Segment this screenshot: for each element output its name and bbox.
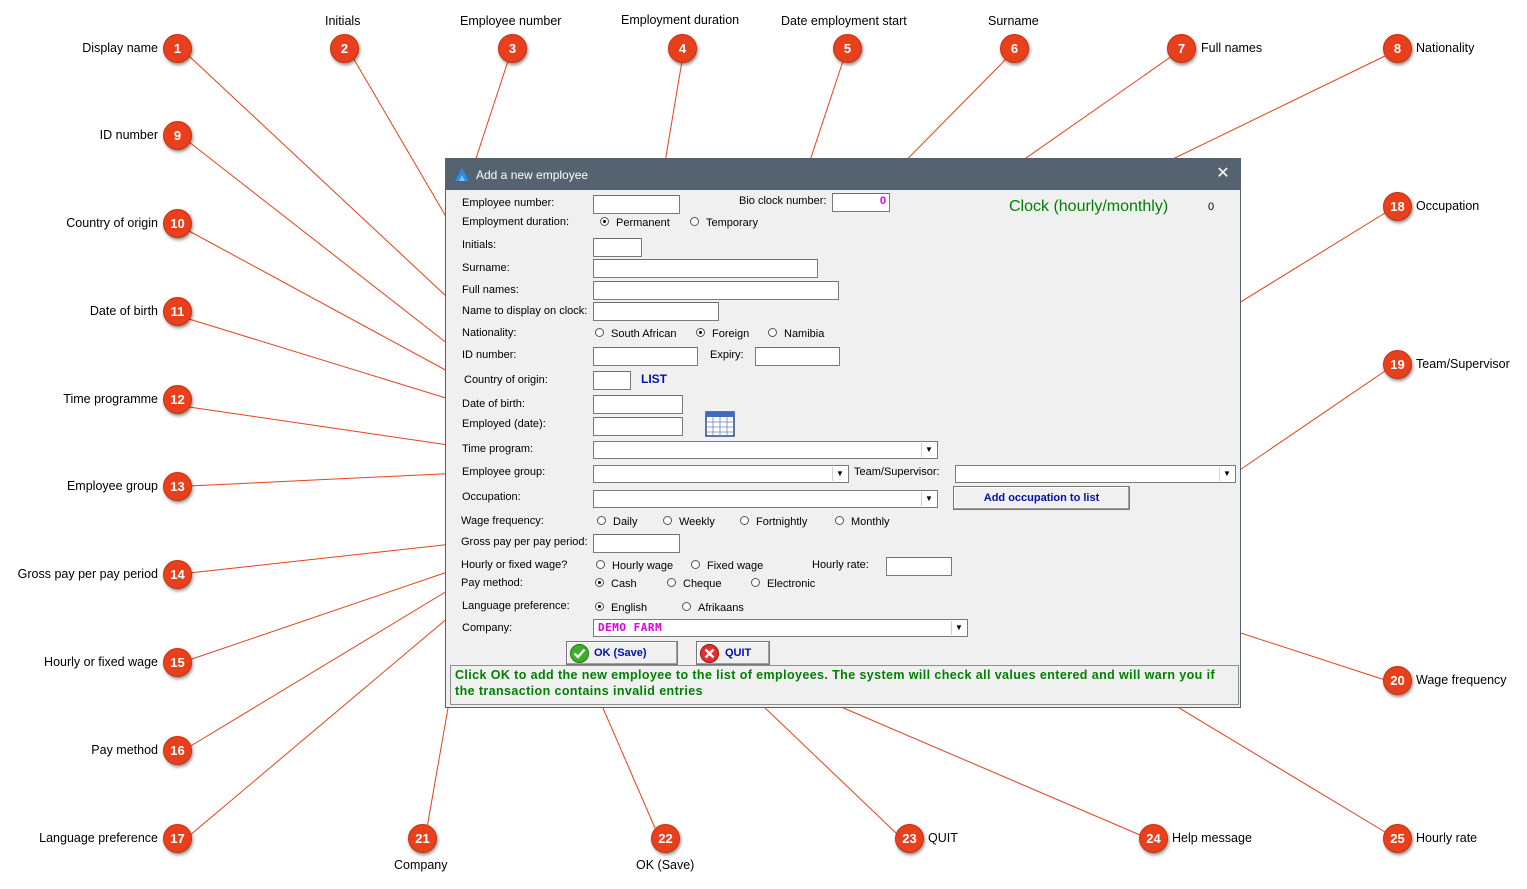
cash-radio[interactable]	[595, 578, 604, 587]
fortnightly-radio[interactable]	[740, 516, 749, 525]
surname-input[interactable]	[593, 259, 818, 278]
callout-label-employee-group: Employee group	[66, 479, 158, 493]
foreign-radio-label: Foreign	[712, 328, 750, 340]
callout-badge-17: 17	[163, 824, 192, 853]
daily-radio[interactable]	[597, 516, 606, 525]
employee-group-dropdown[interactable]	[593, 465, 849, 483]
initials-label: Initials:	[462, 239, 497, 251]
id-number-label: ID number:	[462, 349, 517, 361]
south-african-radio-label: South African	[611, 328, 677, 340]
daily-radio-label: Daily	[613, 516, 638, 528]
callout-badge-16: 16	[163, 736, 192, 765]
weekly-radio[interactable]	[663, 516, 672, 525]
wage-frequency-label: Wage frequency:	[461, 515, 544, 527]
callout-label-surname: Surname	[988, 14, 1039, 28]
callout-badge-5: 5	[833, 34, 862, 63]
callout-label-occupation: Occupation	[1416, 199, 1480, 213]
callout-label-time-programme: Time programme	[63, 392, 158, 406]
permanent-radio-label: Permanent	[616, 217, 670, 229]
callout-badge-12: 12	[163, 385, 192, 414]
expiry-label: Expiry:	[710, 349, 744, 361]
country-list-link[interactable]: LIST	[641, 372, 667, 386]
callout-label-date-of-birth: Date of birth	[89, 304, 158, 318]
date-of-birth-input[interactable]	[593, 395, 683, 414]
callout-label-hourly-rate: Hourly rate	[1416, 831, 1478, 845]
language-preference-label: Language preference:	[462, 600, 570, 612]
cheque-radio[interactable]	[667, 578, 676, 587]
callout-badge-23: 23	[895, 824, 924, 853]
callout-label-country-of-origin: Country of origin	[66, 216, 158, 230]
callout-badge-2: 2	[330, 34, 359, 63]
clock-value: 0	[1208, 201, 1215, 213]
chevron-down-icon[interactable]: ▼	[1219, 467, 1234, 481]
hourly-wage-radio[interactable]	[596, 560, 605, 569]
chevron-down-icon[interactable]: ▼	[921, 443, 936, 457]
team-supervisor-label: Team/Supervisor:	[854, 466, 940, 478]
time-program-dropdown[interactable]	[593, 441, 938, 459]
callout-badge-13: 13	[163, 472, 192, 501]
quit-button[interactable]	[696, 641, 770, 665]
app-logo-icon	[455, 168, 469, 181]
callout-badge-1: 1	[163, 34, 192, 63]
callout-badge-7: 7	[1167, 34, 1196, 63]
cancel-x-icon	[700, 644, 719, 663]
add-employee-dialog	[445, 158, 1241, 708]
callout-badge-6: 6	[1000, 34, 1029, 63]
english-radio-label: English	[611, 602, 648, 614]
title-bar[interactable]	[446, 159, 1240, 190]
full-names-input[interactable]	[593, 281, 839, 300]
callout-label-pay-method: Pay method	[91, 743, 158, 757]
full-names-label: Full names:	[462, 284, 519, 296]
display-name-input[interactable]	[593, 302, 719, 321]
callout-badge-8: 8	[1383, 34, 1412, 63]
expiry-input[interactable]	[755, 347, 840, 366]
calendar-icon[interactable]	[705, 411, 735, 437]
permanent-radio[interactable]	[600, 217, 609, 226]
callout-badge-10: 10	[163, 209, 192, 238]
callout-label-nationality: Nationality	[1416, 41, 1475, 55]
hourly-rate-input[interactable]	[886, 557, 952, 576]
country-of-origin-label: Country of origin:	[464, 374, 548, 386]
company-dropdown[interactable]	[593, 619, 968, 637]
callout-label-quit: QUIT	[928, 831, 958, 845]
callout-label-employment-duration: Employment duration	[621, 13, 740, 27]
bio-clock-input[interactable]: 0	[832, 193, 890, 212]
monthly-radio-label: Monthly	[851, 516, 890, 528]
employment-duration-label: Employment duration:	[462, 216, 569, 228]
callout-badge-4: 4	[668, 34, 697, 63]
callout-label-gross-pay: Gross pay per pay period	[17, 567, 158, 581]
fortnightly-radio-label: Fortnightly	[756, 516, 808, 528]
checkmark-icon	[570, 644, 589, 663]
close-icon[interactable]: ✕	[1216, 165, 1230, 182]
help-message: Click OK to add the new employee to the list of employees. The system will check all values entered and will warn you if the transaction contains invalid entries	[450, 665, 1239, 705]
south-african-radio[interactable]	[595, 328, 604, 337]
employed-date-label: Employed (date):	[462, 418, 546, 430]
chevron-down-icon[interactable]: ▼	[921, 492, 936, 506]
bio-clock-label: Bio clock number:	[739, 195, 827, 207]
company-label: Company:	[462, 622, 513, 634]
callout-badge-24: 24	[1139, 824, 1168, 853]
chevron-down-icon[interactable]: ▼	[951, 621, 966, 635]
callout-badge-20: 20	[1383, 666, 1412, 695]
weekly-radio-label: Weekly	[679, 516, 715, 528]
time-program-label: Time program:	[462, 443, 534, 455]
add-occupation-button[interactable]: Add occupation to list	[953, 486, 1130, 510]
english-radio[interactable]	[595, 602, 604, 611]
gross-pay-label: Gross pay per pay period:	[461, 536, 588, 548]
surname-label: Surname:	[462, 262, 510, 274]
callout-badge-22: 22	[651, 824, 680, 853]
window-title: Add a new employee	[476, 168, 589, 182]
chevron-down-icon[interactable]: ▼	[832, 467, 847, 481]
callout-label-hourly-or-fixed: Hourly or fixed wage	[44, 655, 158, 669]
callout-badge-25: 25	[1383, 824, 1412, 853]
display-name-label: Name to display on clock:	[462, 305, 588, 317]
employee-group-label: Employee group:	[462, 466, 546, 478]
foreign-radio[interactable]	[696, 328, 705, 337]
company-value: DEMO FARM	[598, 621, 663, 634]
hourly-rate-label: Hourly rate:	[812, 559, 869, 571]
country-of-origin-input[interactable]	[593, 371, 631, 390]
callout-badge-3: 3	[498, 34, 527, 63]
callout-badge-15: 15	[163, 648, 192, 677]
cash-radio-label: Cash	[611, 578, 637, 590]
temporary-radio-label: Temporary	[706, 217, 758, 229]
callout-label-employee-number: Employee number	[460, 14, 562, 28]
employee-number-input[interactable]	[593, 195, 680, 214]
callout-label-help-message: Help message	[1172, 831, 1252, 845]
callout-label-ok-save: OK (Save)	[636, 858, 695, 872]
fixed-wage-radio-label: Fixed wage	[707, 560, 764, 572]
callout-badge-9: 9	[163, 121, 192, 150]
occupation-label: Occupation:	[462, 491, 521, 503]
callout-label-team-supervisor: Team/Supervisor	[1416, 357, 1510, 371]
clock-heading: Clock (hourly/monthly)	[1009, 198, 1169, 215]
namibia-radio[interactable]	[768, 328, 777, 337]
callout-label-id-number: ID number	[99, 128, 158, 142]
date-of-birth-label: Date of birth:	[462, 398, 525, 410]
initials-input[interactable]	[593, 238, 642, 257]
quit-label: QUIT	[725, 647, 752, 659]
callout-label-language-preference: Language preference	[39, 831, 158, 845]
callout-label-wage-frequency: Wage frequency	[1416, 673, 1507, 687]
callout-label-company: Company	[394, 858, 448, 872]
callout-label-date-employment-start: Date employment start	[781, 14, 907, 28]
employed-date-input[interactable]	[593, 417, 683, 436]
temporary-radio[interactable]	[690, 217, 699, 226]
callout-badge-19: 19	[1383, 350, 1412, 379]
fixed-wage-radio[interactable]	[691, 560, 700, 569]
callout-label-initials: Initials	[325, 14, 361, 28]
namibia-radio-label: Namibia	[784, 328, 825, 340]
electronic-radio-label: Electronic	[767, 578, 816, 590]
team-supervisor-dropdown[interactable]	[955, 465, 1236, 483]
electronic-radio[interactable]	[751, 578, 760, 587]
employee-number-label: Employee number:	[462, 197, 555, 209]
hourly-or-fixed-label: Hourly or fixed wage?	[461, 559, 568, 571]
callout-badge-18: 18	[1383, 192, 1412, 221]
pay-method-label: Pay method:	[461, 577, 523, 589]
callout-label-full-names: Full names	[1201, 41, 1263, 55]
nationality-label: Nationality:	[462, 327, 517, 339]
monthly-radio[interactable]	[835, 516, 844, 525]
ok-save-button[interactable]	[566, 641, 678, 665]
occupation-dropdown[interactable]	[593, 490, 938, 508]
cheque-radio-label: Cheque	[683, 578, 722, 590]
afrikaans-radio[interactable]	[682, 602, 691, 611]
id-number-input[interactable]	[593, 347, 698, 366]
ok-save-label: OK (Save)	[594, 647, 647, 659]
callout-label-display-name: Display name	[82, 41, 158, 55]
hourly-wage-radio-label: Hourly wage	[612, 560, 674, 572]
callout-badge-11: 11	[163, 297, 192, 326]
gross-pay-input[interactable]	[593, 534, 680, 553]
afrikaans-radio-label: Afrikaans	[698, 602, 744, 614]
callout-badge-14: 14	[163, 560, 192, 589]
callout-badge-21: 21	[408, 824, 437, 853]
